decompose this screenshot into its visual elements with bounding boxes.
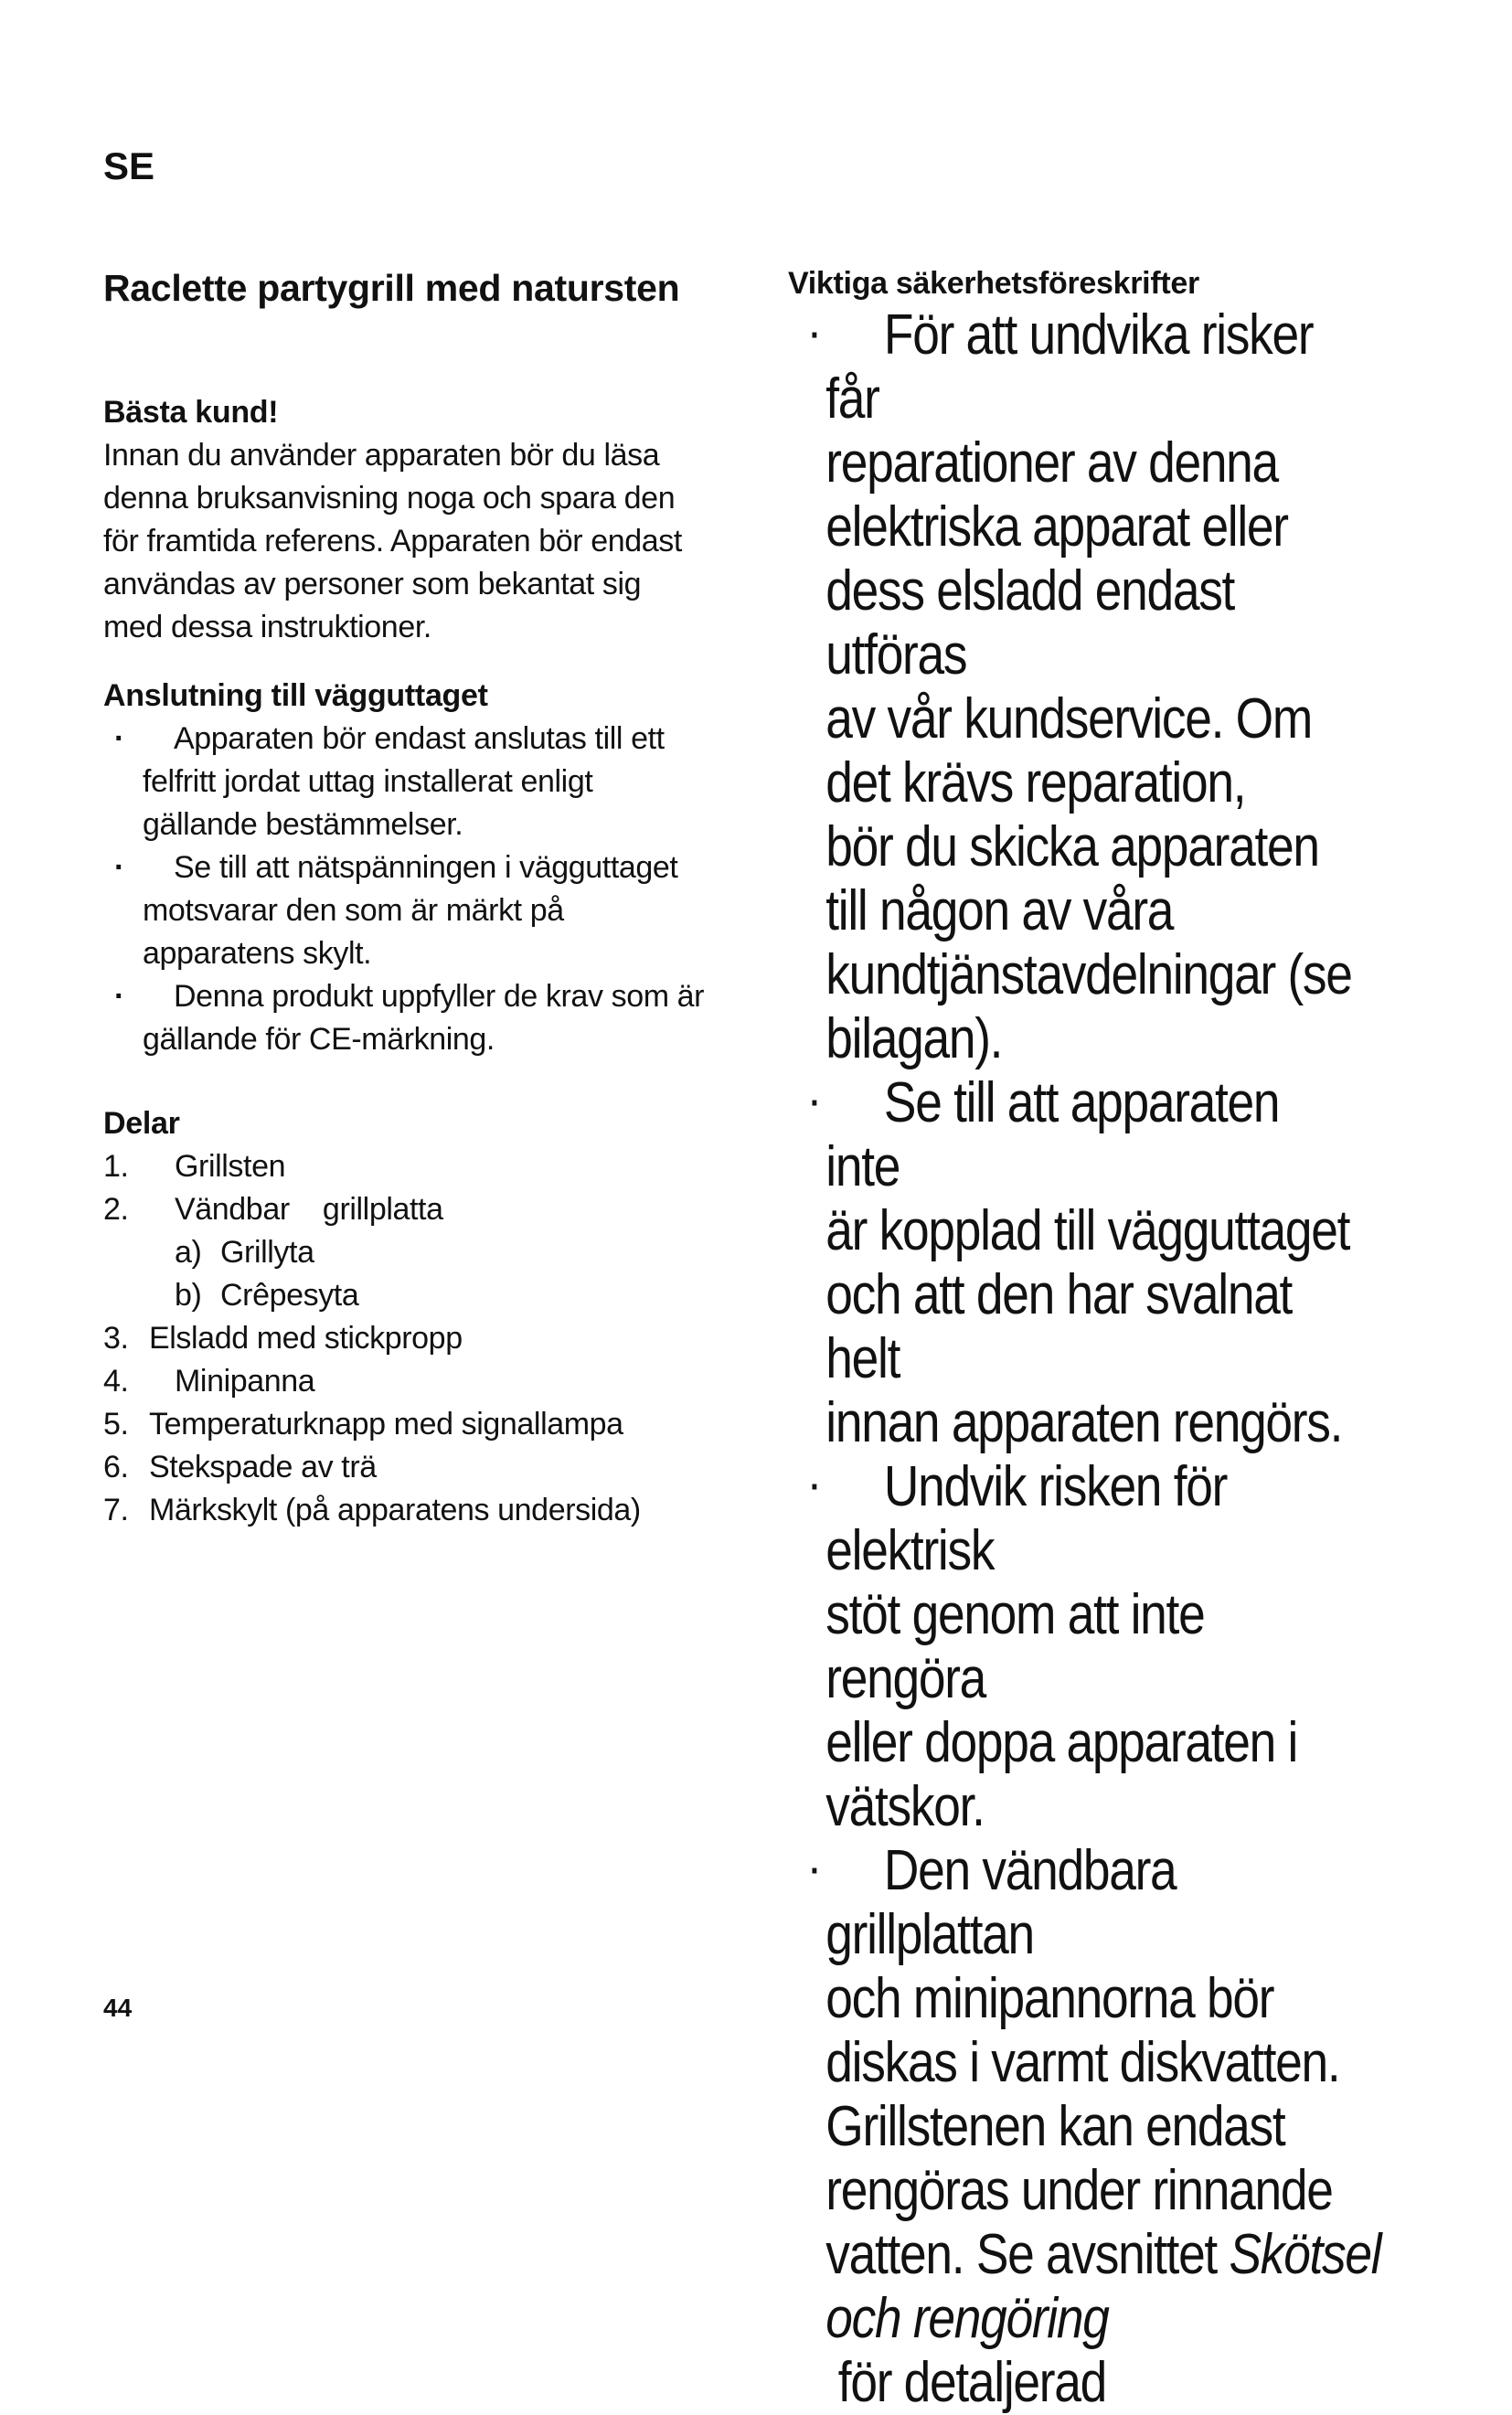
- intro-line: användas av personer som bekantat sig: [103, 567, 642, 601]
- safety-line: bilagan).: [825, 1007, 1003, 1070]
- list-item: [103, 718, 761, 846]
- parts-item: [103, 1360, 761, 1403]
- greeting-heading: Bästa kund!: [103, 395, 279, 430]
- parts-number: 6.: [103, 1450, 129, 1484]
- parts-subitem: [103, 1231, 761, 1274]
- safety-line: stöt genom att inte rengöra: [825, 1583, 1205, 1710]
- parts-label: Minipanna: [175, 1364, 315, 1399]
- safety-line: reparationer av denna: [825, 431, 1278, 495]
- safety-item: [788, 1071, 1354, 1455]
- parts-item: [103, 1317, 761, 1360]
- list-item-line: gällande bestämmelser.: [143, 807, 463, 842]
- bullet-icon: ·: [810, 1083, 820, 1123]
- parts-item: [103, 1145, 761, 1188]
- parts-item: [103, 1403, 761, 1446]
- parts-item: [103, 1188, 761, 1231]
- parts-number: 3.: [103, 1321, 129, 1356]
- list-item-line: apparatens skylt.: [143, 936, 372, 971]
- safety-line: Grillstenen kan endast: [825, 2095, 1285, 2158]
- safety-line: Undvik risken för elektrisk: [825, 1455, 1228, 1582]
- safety-line: och minipannorna bör: [825, 1967, 1274, 2030]
- connection-heading: Anslutning till vägguttaget: [103, 678, 488, 713]
- connection-list: [103, 718, 761, 1061]
- safety-line: dess elsladd endast utföras: [825, 559, 1235, 686]
- intro-paragraph: [103, 434, 761, 649]
- list-item-line: felfritt jordat uttag installerat enligt: [143, 764, 593, 799]
- parts-number: 2.: [103, 1192, 129, 1227]
- language-code: SE: [103, 144, 155, 187]
- intro-line: denna bruksanvisning noga och spara den: [103, 481, 676, 516]
- parts-item: [103, 1446, 761, 1489]
- list-item-line: gällande för CE-märkning.: [143, 1022, 495, 1057]
- list-item-line: motsvarar den som är märkt på: [143, 893, 564, 928]
- parts-item: [103, 1489, 761, 1532]
- intro-line: Innan du använder apparaten bör du läsa: [103, 438, 660, 473]
- bullet-icon: ·: [114, 850, 124, 885]
- list-item: [103, 975, 761, 1061]
- parts-subitem: [103, 1274, 761, 1317]
- safety-item: [788, 303, 1354, 1071]
- section-reference-link: och rengöring: [825, 2287, 1109, 2350]
- parts-label: Grillsten: [175, 1149, 286, 1184]
- intro-line: för framtida referens. Apparaten bör endast: [103, 524, 682, 559]
- section-reference-link: Skötsel: [1229, 2223, 1381, 2286]
- safety-list-wrapper: [788, 303, 1381, 2415]
- bullet-icon: ·: [810, 315, 820, 356]
- bullet-icon: ·: [114, 979, 124, 1014]
- parts-label: Stekspade av trä: [149, 1450, 377, 1484]
- safety-line: Den vändbara grillplattan: [825, 1839, 1177, 1966]
- bullet-icon: ·: [810, 1851, 820, 1891]
- parts-label: Crêpesyta: [220, 1278, 359, 1313]
- list-item-line: Se till att nätspänningen i vägguttaget: [174, 850, 678, 885]
- parts-label: Temperaturknapp med signallampa: [149, 1407, 623, 1442]
- safety-line: är kopplad till vägguttaget: [825, 1199, 1350, 1262]
- left-column: [103, 261, 761, 1532]
- safety-line: Se till att apparaten inte: [825, 1071, 1280, 1198]
- safety-list: [788, 303, 1381, 2415]
- parts-number: b): [175, 1278, 202, 1313]
- parts-number: 7.: [103, 1493, 129, 1527]
- right-column: [788, 263, 1501, 2415]
- safety-line: kundtjänstavdelningar (se: [825, 943, 1352, 1006]
- safety-line: vätskor.: [825, 1775, 985, 1838]
- parts-number: 1.: [103, 1149, 129, 1184]
- safety-line: [825, 2223, 1381, 2287]
- safety-line: diskas i varmt diskvatten.: [825, 2031, 1340, 2094]
- parts-label: Vändbar grillplatta: [175, 1192, 443, 1227]
- safety-item: [788, 1455, 1354, 1839]
- safety-line: eller doppa apparaten i: [825, 1711, 1298, 1774]
- bullet-icon: ·: [114, 721, 124, 756]
- parts-number: a): [175, 1235, 202, 1270]
- safety-item: [788, 1839, 1381, 2415]
- intro-line: med dessa instruktioner.: [103, 610, 431, 644]
- safety-line: det krävs reparation,: [825, 751, 1246, 814]
- safety-line: bör du skicka apparaten: [825, 815, 1319, 878]
- parts-list: [103, 1145, 761, 1532]
- safety-line-text: för detaljerad: [825, 2351, 1106, 2414]
- parts-label: Grillyta: [220, 1235, 314, 1270]
- parts-number: 5.: [103, 1407, 129, 1442]
- parts-label: Elsladd med stickpropp: [149, 1321, 463, 1356]
- page-number: 44: [103, 1994, 133, 2022]
- list-item-line: Denna produkt uppfyller de krav som är: [174, 979, 705, 1014]
- safety-line: till någon av våra: [825, 879, 1174, 942]
- parts-heading: Delar: [103, 1106, 180, 1141]
- safety-line: elektriska apparat eller: [825, 495, 1288, 559]
- parts-number: 4.: [103, 1364, 129, 1399]
- safety-line: innan apparaten rengörs.: [825, 1391, 1343, 1454]
- safety-line: [825, 2287, 1354, 2415]
- safety-line: och att den har svalnat helt: [825, 1263, 1293, 1390]
- safety-heading: Viktiga säkerhetsföreskrifter: [788, 266, 1199, 301]
- safety-line-text: vatten. Se avsnittet: [825, 2223, 1230, 2286]
- bullet-icon: ·: [810, 1467, 820, 1507]
- list-item-line: Apparaten bör endast anslutas till ett: [174, 721, 665, 756]
- safety-line: För att undvika risker får: [825, 303, 1314, 431]
- product-title: Raclette partygrill med natursten: [103, 267, 680, 309]
- safety-line: rengöras under rinnande: [825, 2159, 1333, 2222]
- parts-label: Märkskylt (på apparatens undersida): [149, 1493, 641, 1527]
- safety-line: av vår kundservice. Om: [825, 687, 1312, 750]
- list-item: [103, 846, 761, 975]
